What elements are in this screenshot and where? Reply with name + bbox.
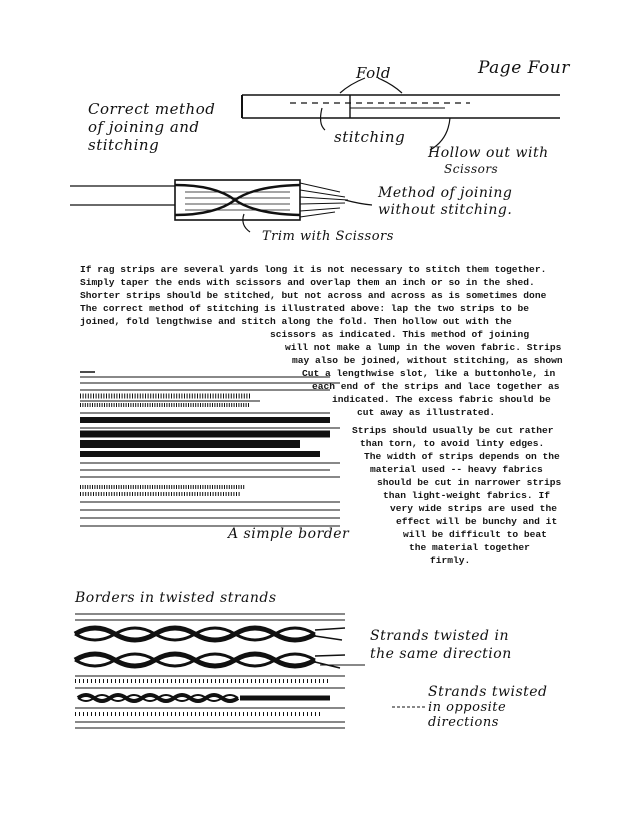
method-label-line1: Method of joining (378, 185, 513, 201)
simple-border-drawing (80, 372, 340, 526)
correct-method-label-line3: stitching (88, 136, 160, 154)
body-line-2: Simply taper the ends with scissors and overlap them an inch or so in the shed. (80, 277, 535, 288)
body-line-13: Strips should usually be cut rather (352, 425, 554, 436)
twisted-strands-title: Borders in twisted strands (75, 590, 277, 606)
simple-border-caption: A simple border (228, 526, 350, 542)
body-line-10: each end of the strips and lace together as (312, 381, 560, 392)
hollow-label-line2: Scissors (444, 162, 499, 176)
body-line-16: material used -- heavy fabrics (370, 464, 543, 475)
body-line-20: effect will be bunchy and it (396, 516, 558, 527)
body-line-18: than light-weight fabrics. If (383, 490, 550, 501)
trim-label: Trim with Scissors (262, 229, 394, 244)
same-direction-label-line1: Strands twisted in (370, 628, 509, 644)
body-line-9: Cut a lengthwise slot, like a buttonhole, in (302, 368, 556, 379)
body-line-3: Shorter strips should be stitched, but not across and across as is sometimes done (80, 290, 547, 301)
body-line-11: indicated. The excess fabric should be (332, 394, 551, 405)
body-line-21: will be difficult to beat (403, 529, 547, 540)
body-line-12: cut away as illustrated. (357, 407, 496, 418)
body-line-6: scissors as indicated. This method of joining (270, 329, 530, 340)
correct-method-label-line1: Correct method (88, 100, 216, 118)
opposite-direction-label-line3: directions (428, 715, 499, 730)
body-line-22: the material together (409, 542, 530, 553)
body-line-17: should be cut in narrower strips (377, 477, 562, 488)
body-line-14: than torn, to avoid linty edges. (360, 438, 545, 449)
body-line-5: joined, fold lengthwise and stitch along the fold. Then hollow out with the (80, 316, 512, 327)
method-label-line2: without stitching. (378, 202, 513, 218)
stitching-label: stitching (334, 128, 406, 146)
fold-label: Fold (356, 64, 392, 82)
body-line-1: If rag strips are several yards long it is not necessary to stitch them together. (80, 264, 547, 275)
hollow-label-line1: Hollow out with (428, 145, 549, 161)
laced-strip-drawing (70, 180, 372, 232)
body-line-7: will not make a lump in the woven fabric. Strips (285, 342, 562, 353)
body-line-8: may also be joined, without stitching, as shown (292, 355, 563, 366)
correct-method-label-line2: of joining and (88, 118, 200, 136)
same-direction-label-line2: the same direction (370, 646, 512, 662)
body-line-23: firmly. (430, 555, 471, 566)
body-line-15: The width of strips depends on the (364, 451, 560, 462)
page-number-label: Page Four (478, 58, 570, 78)
body-line-19: very wide strips are used the (390, 503, 557, 514)
opposite-direction-label-line2: in opposite (428, 700, 507, 715)
body-line-4: The correct method of stitching is illustrated above: lap the two strips to be (80, 303, 530, 314)
opposite-direction-label-line1: Strands twisted (428, 684, 548, 700)
